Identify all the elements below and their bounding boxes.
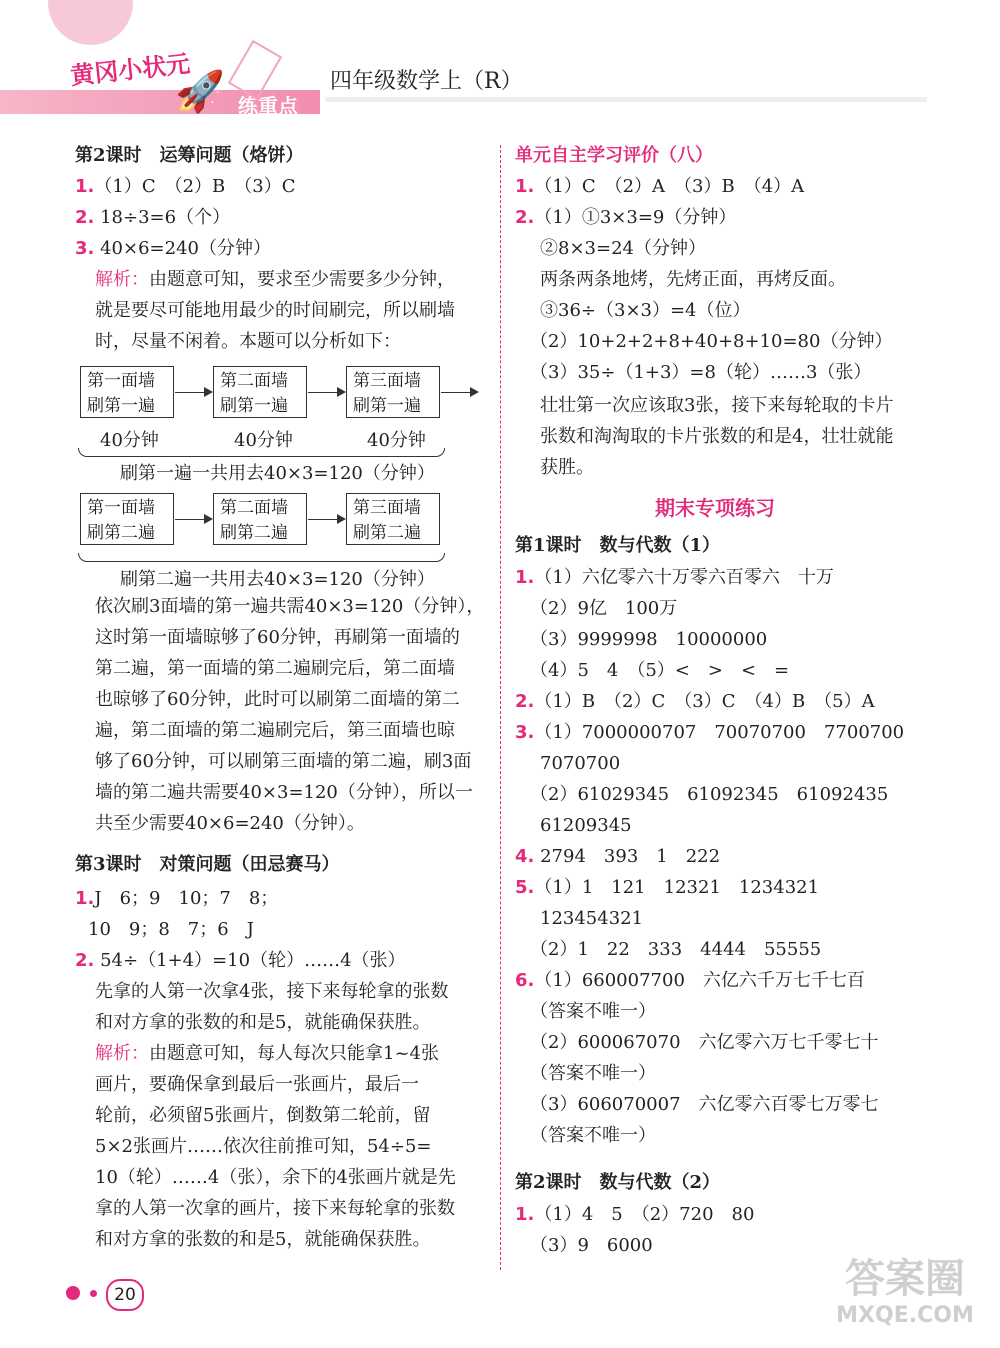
box-line: 刷第二遍 xyxy=(220,523,288,543)
answer-text: 2794 393 1 222 xyxy=(540,846,721,867)
analysis-line: 这时第一面墙晾够了60分钟，再刷第一面墙的 xyxy=(95,627,460,648)
answer-line: 张数和淘淘取的卡片张数的和是4，壮壮就能 xyxy=(540,426,894,447)
watermark xyxy=(815,1255,995,1345)
diagram-box xyxy=(80,493,174,545)
dot-icon xyxy=(90,1290,97,1297)
answer-line: （4）5 4 （5）< > < = xyxy=(530,660,790,681)
brace xyxy=(78,448,445,457)
header-rule xyxy=(325,97,927,102)
answer-line: （2）1 22 333 4444 55555 xyxy=(530,939,822,960)
answer-text: （1）660007700 六亿六千万七千七百 xyxy=(534,970,865,991)
answer-line: （2）600067070 六亿零六万七千零七十 xyxy=(530,1032,879,1053)
answer-6 xyxy=(515,970,865,992)
watermark-line2: MXQE.COM xyxy=(836,1303,974,1328)
answer-text: （1）4 5 （2）720 80 xyxy=(534,1204,755,1225)
answer-text: （1）C （2）B （3）C xyxy=(94,176,296,197)
answer-line: ③36÷（3×3）=4（位） xyxy=(540,300,751,321)
brand-logo: 黄冈小状元 xyxy=(69,49,192,91)
answer-text: （1）C （2）A （3）B （4）A xyxy=(534,176,805,197)
box-line: 刷第一遍 xyxy=(220,396,288,416)
q-number: 1. xyxy=(515,176,535,197)
diagram-box xyxy=(346,493,440,545)
box-line: 第一面墙 xyxy=(87,371,155,391)
diagram-box xyxy=(80,366,174,418)
arrow-icon xyxy=(308,392,344,393)
analysis-line xyxy=(95,269,455,291)
final-lesson1-title: 第1课时 数与代数（1） xyxy=(515,535,721,556)
dot-icon xyxy=(66,1286,80,1300)
answer-4 xyxy=(515,846,720,868)
answer-line: 壮壮第一次应该取3张，接下来每轮取的卡片 xyxy=(540,395,894,416)
sum-label: 刷第二遍一共用去40×3=120（分钟） xyxy=(120,569,435,590)
answer-1 xyxy=(515,567,834,589)
answer-line: ②8×3=24（分钟） xyxy=(540,238,706,259)
answer-1 xyxy=(75,176,296,198)
analysis-line: 画片，要确保拿到最后一张画片，最后一 xyxy=(95,1074,419,1095)
answer-line: （3）9 6000 xyxy=(530,1235,653,1256)
analysis-line: 轮前，必须留5张画片，倒数第二轮前，留 xyxy=(95,1105,431,1126)
answer-line: （3）606070007 六亿零六百零七万零七 xyxy=(530,1094,879,1115)
arrow-icon xyxy=(175,392,211,393)
q-number: 1. xyxy=(75,888,95,909)
header-decoration xyxy=(0,0,330,135)
q-number: 6. xyxy=(515,970,535,991)
unit-eval-title: 单元自主学习评价（八） xyxy=(515,145,713,166)
box-line: 第二面墙 xyxy=(220,371,288,391)
lesson3-title: 第3课时 对策问题（田忌赛马） xyxy=(75,854,340,875)
page-number-text: 20 xyxy=(114,1285,136,1305)
box-line: 刷第二遍 xyxy=(353,523,421,543)
analysis-line: 第二遍，第一面墙的第二遍刷完后，第二面墙 xyxy=(95,658,455,679)
box-line: 第三面墙 xyxy=(353,371,421,391)
arrow-icon xyxy=(308,519,344,520)
answer-text: （1）7000000707 70070700 7700700 xyxy=(534,722,905,743)
q-number: 1. xyxy=(75,176,95,197)
sum-label: 刷第一遍一共用去40×3=120（分钟） xyxy=(120,463,435,484)
answer-2 xyxy=(75,207,230,229)
answer-3 xyxy=(515,722,904,744)
answer-line: 先拿的人第一次拿4张，接下来每轮拿的张数 xyxy=(95,981,449,1002)
answer-text: （1）六亿零六十万零六百零六 十万 xyxy=(534,567,834,588)
box-line: 第一面墙 xyxy=(87,498,155,518)
answer-line: （答案不唯一） xyxy=(530,1063,656,1084)
q-number: 2. xyxy=(515,207,535,228)
answer-2 xyxy=(515,207,736,229)
analysis-line xyxy=(95,1043,439,1065)
rocket-icon: 🚀 xyxy=(175,69,225,115)
answer-text: 54÷（1+4）=10（轮）……4（张） xyxy=(100,950,406,971)
analysis-line: 依次刷3面墙的第一遍共需40×3=120（分钟）， xyxy=(95,596,485,617)
diagram-box xyxy=(213,493,307,545)
final-practice-title: 期末专项练习 xyxy=(655,496,775,520)
answer-line: （2）9亿 100万 xyxy=(530,598,678,619)
box-line: 第三面墙 xyxy=(353,498,421,518)
lesson2-title: 第2课时 运筹问题（烙饼） xyxy=(75,145,304,166)
analysis-line: 拿的人第一次拿的画片，接下来每轮拿的张数 xyxy=(95,1198,455,1219)
answer-text: 18÷3=6（个） xyxy=(100,207,231,228)
arrow-icon xyxy=(441,392,477,393)
answer-5 xyxy=(515,877,819,899)
answer-line: （答案不唯一） xyxy=(530,1001,656,1022)
answer-line: 获胜。 xyxy=(540,457,594,478)
q-number: 5. xyxy=(515,877,535,898)
book-title: 四年级数学上（R） xyxy=(330,69,523,94)
answer-line: 和对方拿的张数的和是5，就能确保获胜。 xyxy=(95,1012,431,1033)
box-line: 刷第一遍 xyxy=(353,396,421,416)
analysis-line: 5×2张画片……依次往前推可知，54÷5= xyxy=(95,1136,432,1157)
answer-2 xyxy=(515,691,875,713)
brand-subtitle: 练重点 xyxy=(238,94,298,118)
final-lesson2-title: 第2课时 数与代数（2） xyxy=(515,1172,721,1193)
answer-line: （2）10+2+2+8+40+8+10=80（分钟） xyxy=(530,331,893,352)
time-label: 40分钟 xyxy=(100,430,159,451)
analysis-text: 由题意可知，每人每次只能拿1~4张 xyxy=(149,1043,439,1064)
diagram-box xyxy=(213,366,307,418)
box-line: 刷第二遍 xyxy=(87,523,155,543)
arrow-icon xyxy=(175,519,211,520)
answer-line: 10 9；8 7；6 J xyxy=(88,919,254,940)
watermark-line1: 答案圈 xyxy=(845,1256,965,1302)
answer-line: （3）35÷（1+3）=8（轮）……3（张） xyxy=(530,362,872,383)
analysis-line: 遍，第二面墙的第二遍刷完后，第三面墙也晾 xyxy=(95,720,455,741)
answer-3 xyxy=(75,238,271,260)
answer-text: 40×6=240（分钟） xyxy=(100,238,271,259)
answer-line: 123454321 xyxy=(540,908,644,929)
q-number: 2. xyxy=(515,691,535,712)
q-number: 1. xyxy=(515,567,535,588)
box-line: 刷第一遍 xyxy=(87,396,155,416)
analysis-line: 墙的第二遍共需要40×3=120（分钟），所以一 xyxy=(95,782,473,803)
q-number: 4. xyxy=(515,846,535,867)
answer-line: （2）61029345 61092345 61092435 xyxy=(530,784,889,805)
answer-line: 两条两条地烤，先烤正面，再烤反面。 xyxy=(540,269,846,290)
answer-line: 7070700 xyxy=(540,753,621,774)
page-number xyxy=(106,1279,144,1311)
time-label: 40分钟 xyxy=(234,430,293,451)
q-number: 2. xyxy=(75,207,95,228)
box-line: 第二面墙 xyxy=(220,498,288,518)
analysis-line: 10（轮）……4（张），余下的4张画片就是先 xyxy=(95,1167,456,1188)
answer-text: J 6；9 10；7 8； xyxy=(94,888,279,909)
brace xyxy=(78,553,445,562)
q-number: 1. xyxy=(515,1204,535,1225)
q-number: 2. xyxy=(75,950,95,971)
analysis-line: 就是要尽可能地用最少的时间刷完，所以刷墙 xyxy=(95,300,455,321)
time-label: 40分钟 xyxy=(367,430,426,451)
answer-1 xyxy=(75,888,278,910)
analysis-line: 够了60分钟，可以刷第三面墙的第二遍，刷3面 xyxy=(95,751,472,772)
analysis-label: 解析： xyxy=(95,269,149,290)
answer-text: （1）①3×3=9（分钟） xyxy=(534,207,737,228)
answer-line: （答案不唯一） xyxy=(530,1125,656,1146)
q-number: 3. xyxy=(75,238,95,259)
column-divider xyxy=(500,145,501,1270)
diagram-box xyxy=(346,366,440,418)
analysis-line: 也晾够了60分钟，此时可以刷第二面墙的第二 xyxy=(95,689,460,710)
answer-1 xyxy=(515,1204,754,1226)
pink-circle-decoration xyxy=(48,0,133,45)
answer-2 xyxy=(75,950,406,972)
analysis-line: 共至少需要40×6=240（分钟）。 xyxy=(95,813,365,834)
answer-line: （3）9999998 10000000 xyxy=(530,629,768,650)
answer-1 xyxy=(515,176,804,198)
analysis-line: 和对方拿的张数的和是5，就能确保获胜。 xyxy=(95,1229,431,1250)
q-number: 3. xyxy=(515,722,535,743)
analysis-line: 时，尽量不闲着。本题可以分析如下： xyxy=(95,331,401,352)
analysis-text: 由题意可知，要求至少需要多少分钟， xyxy=(149,269,455,290)
answer-text: （1）B （2）C （3）C （4）B （5）A xyxy=(534,691,875,712)
answer-text: （1）1 121 12321 1234321 xyxy=(534,877,820,898)
answer-line: 61209345 xyxy=(540,815,632,836)
analysis-label: 解析： xyxy=(95,1043,149,1064)
